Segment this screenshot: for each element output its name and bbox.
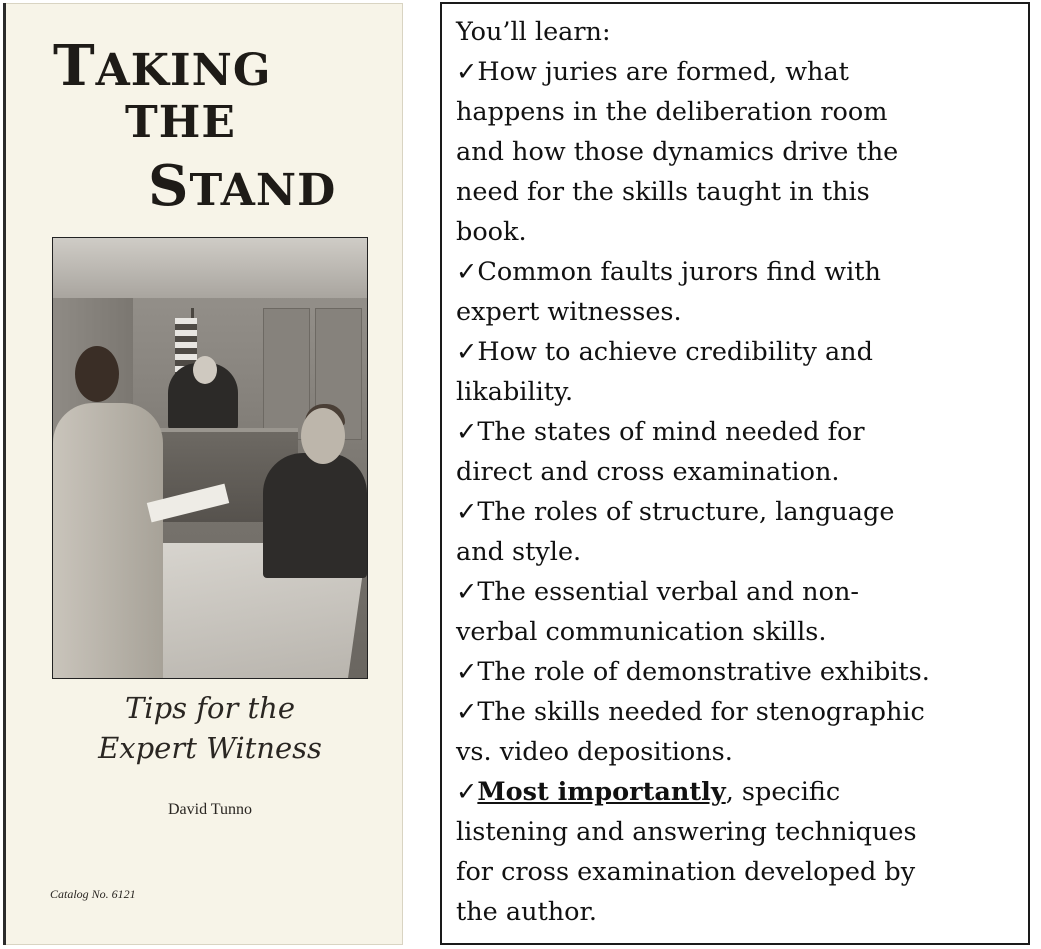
learning-item — [456, 492, 1021, 532]
learning-item-text: likability. — [456, 377, 574, 407]
emphasis-text: Most importantly — [477, 777, 726, 807]
learning-item-text: How to achieve credibility and — [477, 337, 873, 367]
check-icon: ✓ — [456, 257, 478, 287]
learning-item — [456, 572, 1021, 612]
learning-item-text: book. — [456, 217, 527, 247]
check-icon: ✓ — [456, 777, 478, 807]
learning-item-text: The role of demonstrative exhibits. — [477, 657, 930, 687]
cover-subtitle-line-2: Expert Witness — [98, 731, 322, 765]
learning-list-panel — [440, 2, 1030, 945]
check-icon: ✓ — [456, 57, 478, 87]
cover-author: David Tunno — [167, 801, 253, 818]
learning-item-text: verbal communication skills. — [456, 617, 827, 647]
learning-item-continuation: for cross examination developed by — [456, 857, 916, 887]
learning-item-text: need for the skills taught in this — [456, 177, 870, 207]
learning-item-continuation — [456, 532, 1021, 572]
learning-item-continuation — [456, 212, 1021, 252]
learning-item-text: Common faults jurors find with — [477, 257, 881, 287]
cover-subtitle-line-1: Tips for the — [124, 691, 296, 725]
learning-item — [456, 332, 1021, 372]
learning-heading: You’ll learn: — [456, 17, 611, 47]
check-icon: ✓ — [456, 657, 478, 687]
learning-item-continuation — [456, 732, 1021, 772]
learning-item-continuation — [456, 132, 1021, 172]
learning-item-text: happens in the deliberation room — [456, 97, 888, 127]
courtroom-photo — [52, 237, 368, 679]
cover-catalog-number: Catalog No. 6121 — [50, 887, 136, 901]
check-icon: ✓ — [456, 417, 478, 447]
learning-item — [456, 52, 1021, 92]
learning-item-text: expert witnesses. — [456, 297, 682, 327]
learning-item-text: vs. video depositions. — [456, 737, 733, 767]
learning-item-continuation: the author. — [456, 897, 598, 927]
book-cover — [3, 3, 403, 945]
check-icon: ✓ — [456, 497, 478, 527]
learning-item-text: and how those dynamics drive the — [456, 137, 899, 167]
learning-item-continuation — [456, 292, 1021, 332]
learning-item — [456, 652, 1021, 692]
learning-item-continuation — [456, 172, 1021, 212]
learning-item-text: direct and cross examination. — [456, 457, 840, 487]
check-icon: ✓ — [456, 697, 478, 727]
cover-title-line-2: THE — [125, 97, 236, 148]
learning-item-text: The roles of structure, language — [477, 497, 895, 527]
learning-item-text: How juries are formed, what — [477, 57, 849, 87]
learning-item — [456, 692, 1021, 732]
learning-item-text: The states of mind needed for — [477, 417, 865, 447]
learning-item — [456, 772, 1021, 812]
learning-item — [456, 412, 1021, 452]
learning-item-continuation: listening and answering techniques — [456, 817, 917, 847]
learning-item-text: and style. — [456, 537, 582, 567]
learning-item-continuation — [456, 92, 1021, 132]
learning-item — [456, 252, 1021, 292]
learning-item-text: The skills needed for stenographic — [477, 697, 925, 727]
learning-item-text: , specific — [725, 777, 841, 807]
check-icon: ✓ — [456, 337, 478, 367]
learning-list — [456, 12, 1021, 932]
cover-title-line-1: TAKING — [53, 33, 272, 99]
check-icon: ✓ — [456, 577, 478, 607]
learning-item-text: The essential verbal and non- — [477, 577, 859, 607]
learning-item-continuation — [456, 612, 1021, 652]
cover-title-line-3: STAND — [148, 153, 337, 219]
learning-item-continuation — [456, 372, 1021, 412]
learning-item-continuation — [456, 452, 1021, 492]
